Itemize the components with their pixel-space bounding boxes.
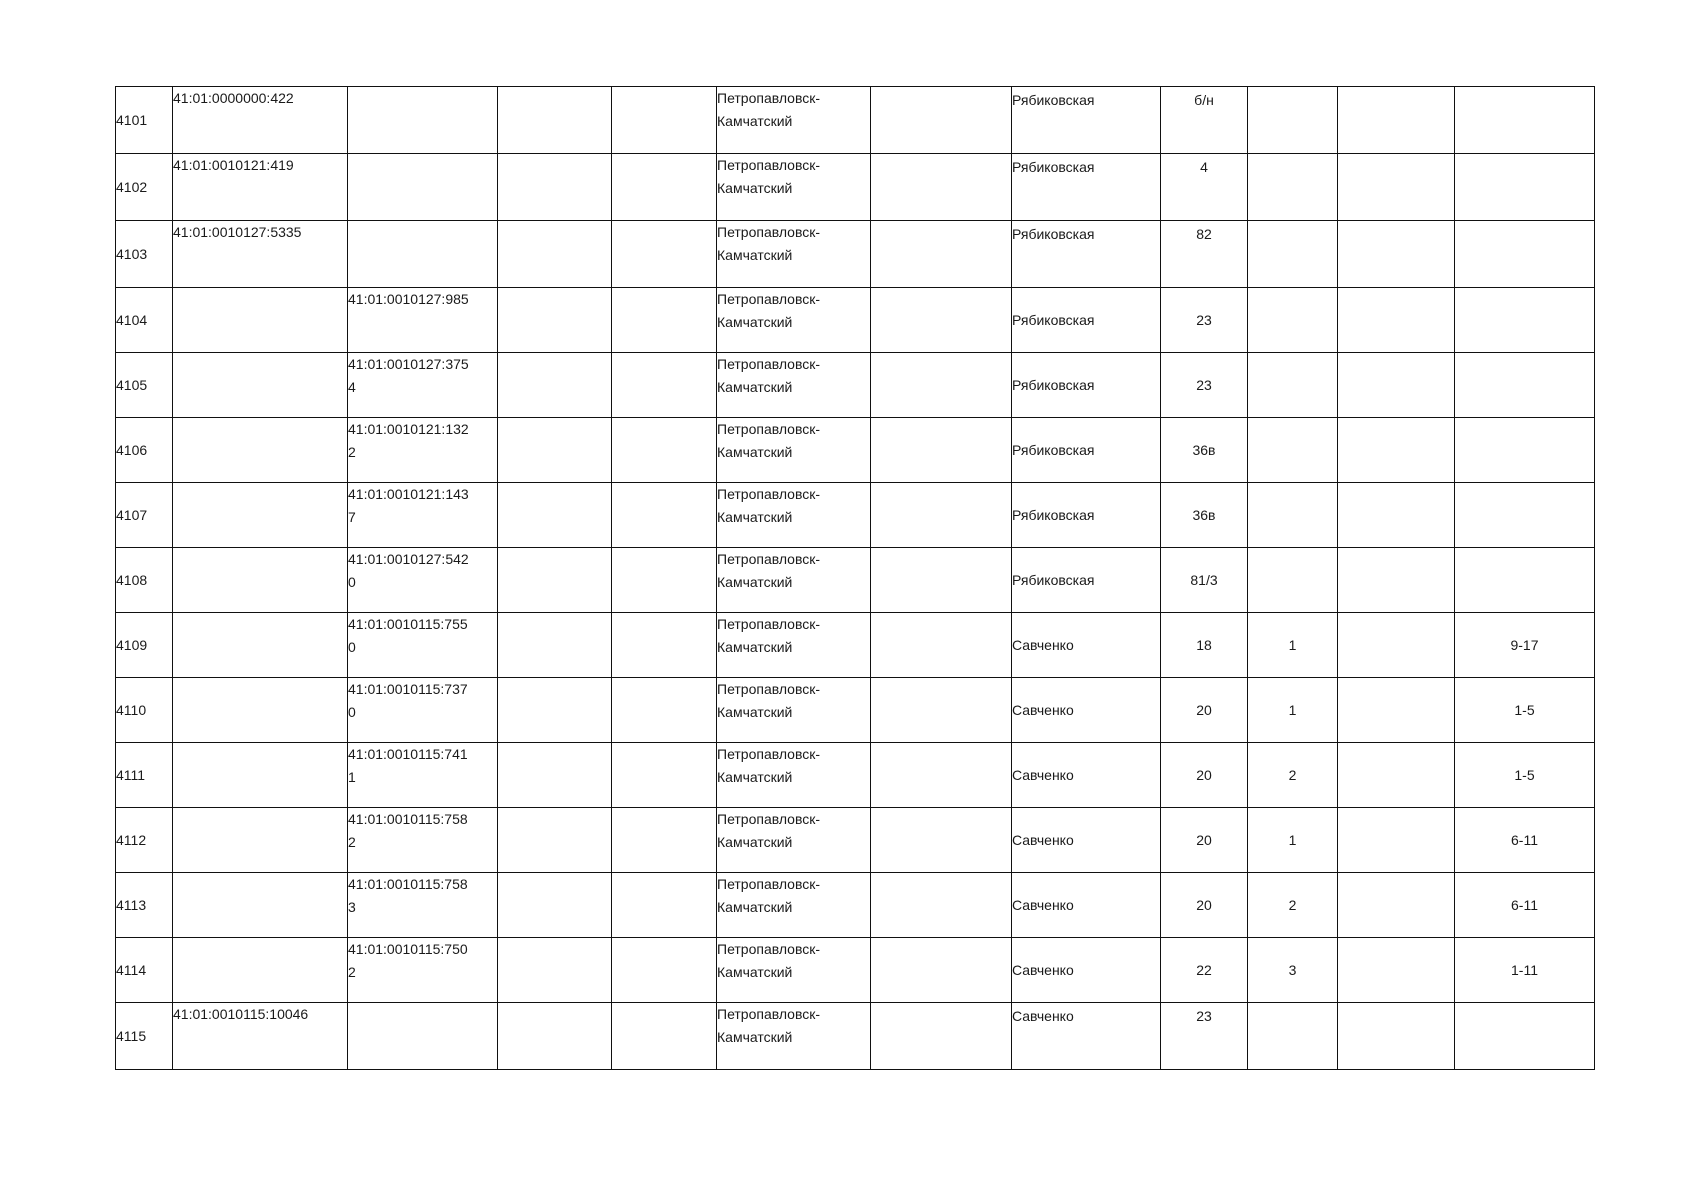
city-cell: Петропавловск-Камчатский <box>717 154 871 221</box>
empty-cell <box>612 808 717 873</box>
city-cell: Петропавловск-Камчатский <box>717 743 871 808</box>
building-cadastral-number-cell <box>348 87 498 154</box>
building-cadastral-number: 41:01:0010115:7550 <box>348 616 468 655</box>
row-number-cell: 4103 <box>116 221 173 288</box>
apartments-cell <box>1455 548 1595 613</box>
empty-cell <box>612 418 717 483</box>
house-number-cell: 82 <box>1161 221 1248 288</box>
building-cadastral-number-cell <box>348 154 498 221</box>
empty-cell <box>498 288 612 353</box>
table-row <box>116 743 1595 808</box>
empty-cell <box>1338 938 1455 1003</box>
street-cell: Рябиковская <box>1012 154 1161 221</box>
table-row <box>116 154 1595 221</box>
house-number-cell: 23 <box>1161 288 1248 353</box>
land-cadastral-number-cell <box>173 1003 348 1070</box>
land-cadastral-number-cell <box>173 483 348 548</box>
empty-cell <box>498 1003 612 1070</box>
street-cell: Рябиковская <box>1012 548 1161 613</box>
building-corpus-cell <box>1248 1003 1338 1070</box>
building-cadastral-number-cell <box>348 353 498 418</box>
building-corpus-cell: 1 <box>1248 678 1338 743</box>
table-row <box>116 938 1595 1003</box>
building-cadastral-number-cell <box>348 483 498 548</box>
land-cadastral-number-cell <box>173 87 348 154</box>
document-sheet <box>115 86 1594 1070</box>
street-cell: Савченко <box>1012 613 1161 678</box>
empty-cell <box>1338 808 1455 873</box>
street-cell: Савченко <box>1012 938 1161 1003</box>
empty-cell <box>498 548 612 613</box>
building-corpus-cell <box>1248 221 1338 288</box>
row-number-cell: 4109 <box>116 613 173 678</box>
house-number-cell: 22 <box>1161 938 1248 1003</box>
row-number-cell: 4101 <box>116 87 173 154</box>
table-row <box>116 873 1595 938</box>
table-row <box>116 613 1595 678</box>
empty-cell <box>612 288 717 353</box>
building-cadastral-number-cell <box>348 938 498 1003</box>
land-cadastral-number-cell <box>173 288 348 353</box>
building-corpus-cell: 1 <box>1248 613 1338 678</box>
land-cadastral-number-cell <box>173 154 348 221</box>
empty-cell <box>612 548 717 613</box>
house-number-cell: 18 <box>1161 613 1248 678</box>
empty-cell <box>498 87 612 154</box>
empty-cell <box>612 87 717 154</box>
city-cell: Петропавловск-Камчатский <box>717 483 871 548</box>
table-row <box>116 1003 1595 1070</box>
empty-cell <box>498 154 612 221</box>
apartments-cell <box>1455 1003 1595 1070</box>
street-cell: Рябиковская <box>1012 221 1161 288</box>
table-body <box>116 87 1595 1070</box>
row-number-cell: 4111 <box>116 743 173 808</box>
land-cadastral-number-cell <box>173 873 348 938</box>
house-number-cell: 23 <box>1161 353 1248 418</box>
city-cell: Петропавловск-Камчатский <box>717 808 871 873</box>
street-cell: Рябиковская <box>1012 87 1161 154</box>
table-row <box>116 483 1595 548</box>
row-number-cell: 4114 <box>116 938 173 1003</box>
empty-cell <box>612 483 717 548</box>
building-corpus-cell: 3 <box>1248 938 1338 1003</box>
empty-cell <box>1338 288 1455 353</box>
street-cell: Савченко <box>1012 873 1161 938</box>
city-cell: Петропавловск-Камчатский <box>717 418 871 483</box>
row-number-cell: 4105 <box>116 353 173 418</box>
building-cadastral-number: 41:01:0010127:3754 <box>348 356 469 395</box>
street-cell: Савченко <box>1012 678 1161 743</box>
empty-cell <box>498 483 612 548</box>
building-cadastral-number: 41:01:0010115:7582 <box>348 811 468 850</box>
empty-cell <box>871 418 1012 483</box>
street-cell: Рябиковская <box>1012 353 1161 418</box>
table-row <box>116 288 1595 353</box>
street-cell: Рябиковская <box>1012 418 1161 483</box>
empty-cell <box>612 743 717 808</box>
row-number-cell: 4107 <box>116 483 173 548</box>
apartments-cell: 6-11 <box>1455 808 1595 873</box>
city-cell: Петропавловск-Камчатский <box>717 548 871 613</box>
building-cadastral-number: 41:01:0010121:1437 <box>348 486 469 525</box>
street-cell: Савченко <box>1012 808 1161 873</box>
empty-cell <box>871 678 1012 743</box>
empty-cell <box>1338 873 1455 938</box>
row-number-cell: 4115 <box>116 1003 173 1070</box>
land-cadastral-number: 41:01:0010115:10046 <box>173 1006 309 1022</box>
empty-cell <box>1338 154 1455 221</box>
empty-cell <box>612 938 717 1003</box>
building-cadastral-number-cell <box>348 873 498 938</box>
empty-cell <box>1338 221 1455 288</box>
building-cadastral-number-cell <box>348 613 498 678</box>
land-cadastral-number-cell <box>173 548 348 613</box>
building-corpus-cell <box>1248 418 1338 483</box>
house-number-cell: 20 <box>1161 743 1248 808</box>
building-corpus-cell <box>1248 353 1338 418</box>
house-number-cell: 4 <box>1161 154 1248 221</box>
building-cadastral-number: 41:01:0010115:7583 <box>348 876 468 915</box>
empty-cell <box>498 938 612 1003</box>
building-cadastral-number-cell <box>348 221 498 288</box>
empty-cell <box>871 154 1012 221</box>
empty-cell <box>871 87 1012 154</box>
building-cadastral-number-cell <box>348 678 498 743</box>
row-number-cell: 4102 <box>116 154 173 221</box>
building-corpus-cell: 2 <box>1248 743 1338 808</box>
empty-cell <box>871 221 1012 288</box>
apartments-cell: 1-11 <box>1455 938 1595 1003</box>
table-row <box>116 418 1595 483</box>
row-number-cell: 4112 <box>116 808 173 873</box>
empty-cell <box>871 548 1012 613</box>
building-corpus-cell <box>1248 154 1338 221</box>
city-cell: Петропавловск-Камчатский <box>717 221 871 288</box>
street-cell: Савченко <box>1012 1003 1161 1070</box>
empty-cell <box>871 613 1012 678</box>
empty-cell <box>1338 743 1455 808</box>
empty-cell <box>871 483 1012 548</box>
apartments-cell <box>1455 87 1595 154</box>
table-row <box>116 353 1595 418</box>
building-cadastral-number-cell <box>348 288 498 353</box>
street-cell: Савченко <box>1012 743 1161 808</box>
building-cadastral-number-cell <box>348 743 498 808</box>
empty-cell <box>612 873 717 938</box>
empty-cell <box>1338 87 1455 154</box>
empty-cell <box>1338 548 1455 613</box>
apartments-cell <box>1455 221 1595 288</box>
table-row <box>116 548 1595 613</box>
empty-cell <box>498 418 612 483</box>
building-corpus-cell <box>1248 87 1338 154</box>
row-number-cell: 4104 <box>116 288 173 353</box>
empty-cell <box>1338 353 1455 418</box>
house-number-cell: 23 <box>1161 1003 1248 1070</box>
table-row <box>116 808 1595 873</box>
building-cadastral-number: 41:01:0010115:7502 <box>348 941 468 980</box>
empty-cell <box>871 873 1012 938</box>
building-corpus-cell <box>1248 548 1338 613</box>
row-number-cell: 4110 <box>116 678 173 743</box>
table-row <box>116 87 1595 154</box>
building-corpus-cell: 2 <box>1248 873 1338 938</box>
row-number-cell: 4113 <box>116 873 173 938</box>
land-cadastral-number-cell <box>173 808 348 873</box>
row-number-cell: 4108 <box>116 548 173 613</box>
city-cell: Петропавловск-Камчатский <box>717 938 871 1003</box>
empty-cell <box>1338 418 1455 483</box>
table-row <box>116 221 1595 288</box>
empty-cell <box>612 678 717 743</box>
city-cell: Петропавловск-Камчатский <box>717 1003 871 1070</box>
apartments-cell <box>1455 288 1595 353</box>
land-cadastral-number-cell <box>173 353 348 418</box>
house-number-cell: 20 <box>1161 678 1248 743</box>
land-cadastral-number-cell <box>173 678 348 743</box>
row-number-cell: 4106 <box>116 418 173 483</box>
empty-cell <box>871 808 1012 873</box>
house-number-cell: 36в <box>1161 418 1248 483</box>
building-corpus-cell <box>1248 483 1338 548</box>
empty-cell <box>1338 678 1455 743</box>
building-cadastral-number-cell <box>348 808 498 873</box>
empty-cell <box>1338 1003 1455 1070</box>
address-register-table <box>115 86 1595 1070</box>
land-cadastral-number: 41:01:0010127:5335 <box>173 224 302 240</box>
apartments-cell <box>1455 154 1595 221</box>
house-number-cell: б/н <box>1161 87 1248 154</box>
empty-cell <box>612 221 717 288</box>
building-cadastral-number-cell <box>348 1003 498 1070</box>
empty-cell <box>871 938 1012 1003</box>
apartments-cell <box>1455 483 1595 548</box>
empty-cell <box>612 353 717 418</box>
empty-cell <box>498 808 612 873</box>
apartments-cell: 9-17 <box>1455 613 1595 678</box>
empty-cell <box>612 613 717 678</box>
empty-cell <box>871 743 1012 808</box>
house-number-cell: 20 <box>1161 808 1248 873</box>
empty-cell <box>871 1003 1012 1070</box>
building-cadastral-number: 41:01:0010127:985 <box>348 291 469 307</box>
empty-cell <box>1338 483 1455 548</box>
empty-cell <box>1338 613 1455 678</box>
city-cell: Петропавловск-Камчатский <box>717 353 871 418</box>
building-corpus-cell: 1 <box>1248 808 1338 873</box>
city-cell: Петропавловск-Камчатский <box>717 873 871 938</box>
land-cadastral-number: 41:01:0010121:419 <box>173 157 294 173</box>
apartments-cell <box>1455 353 1595 418</box>
land-cadastral-number-cell <box>173 418 348 483</box>
apartments-cell: 6-11 <box>1455 873 1595 938</box>
empty-cell <box>871 353 1012 418</box>
street-cell: Рябиковская <box>1012 288 1161 353</box>
land-cadastral-number-cell <box>173 221 348 288</box>
building-cadastral-number-cell <box>348 418 498 483</box>
house-number-cell: 36в <box>1161 483 1248 548</box>
building-corpus-cell <box>1248 288 1338 353</box>
city-cell: Петропавловск-Камчатский <box>717 288 871 353</box>
land-cadastral-number-cell <box>173 613 348 678</box>
building-cadastral-number: 41:01:0010121:1322 <box>348 421 469 460</box>
city-cell: Петропавловск-Камчатский <box>717 678 871 743</box>
empty-cell <box>498 743 612 808</box>
empty-cell <box>498 221 612 288</box>
land-cadastral-number-cell <box>173 938 348 1003</box>
house-number-cell: 81/3 <box>1161 548 1248 613</box>
building-cadastral-number-cell <box>348 548 498 613</box>
apartments-cell: 1-5 <box>1455 743 1595 808</box>
apartments-cell: 1-5 <box>1455 678 1595 743</box>
street-cell: Рябиковская <box>1012 483 1161 548</box>
land-cadastral-number-cell <box>173 743 348 808</box>
house-number-cell: 20 <box>1161 873 1248 938</box>
city-cell: Петропавловск-Камчатский <box>717 613 871 678</box>
empty-cell <box>498 353 612 418</box>
building-cadastral-number: 41:01:0010115:7370 <box>348 681 468 720</box>
empty-cell <box>612 1003 717 1070</box>
apartments-cell <box>1455 418 1595 483</box>
empty-cell <box>612 154 717 221</box>
building-cadastral-number: 41:01:0010127:5420 <box>348 551 469 590</box>
empty-cell <box>498 873 612 938</box>
building-cadastral-number: 41:01:0010115:7411 <box>348 746 468 785</box>
land-cadastral-number: 41:01:0000000:422 <box>173 90 294 106</box>
empty-cell <box>498 613 612 678</box>
table-row <box>116 678 1595 743</box>
empty-cell <box>871 288 1012 353</box>
empty-cell <box>498 678 612 743</box>
city-cell: Петропавловск-Камчатский <box>717 87 871 154</box>
